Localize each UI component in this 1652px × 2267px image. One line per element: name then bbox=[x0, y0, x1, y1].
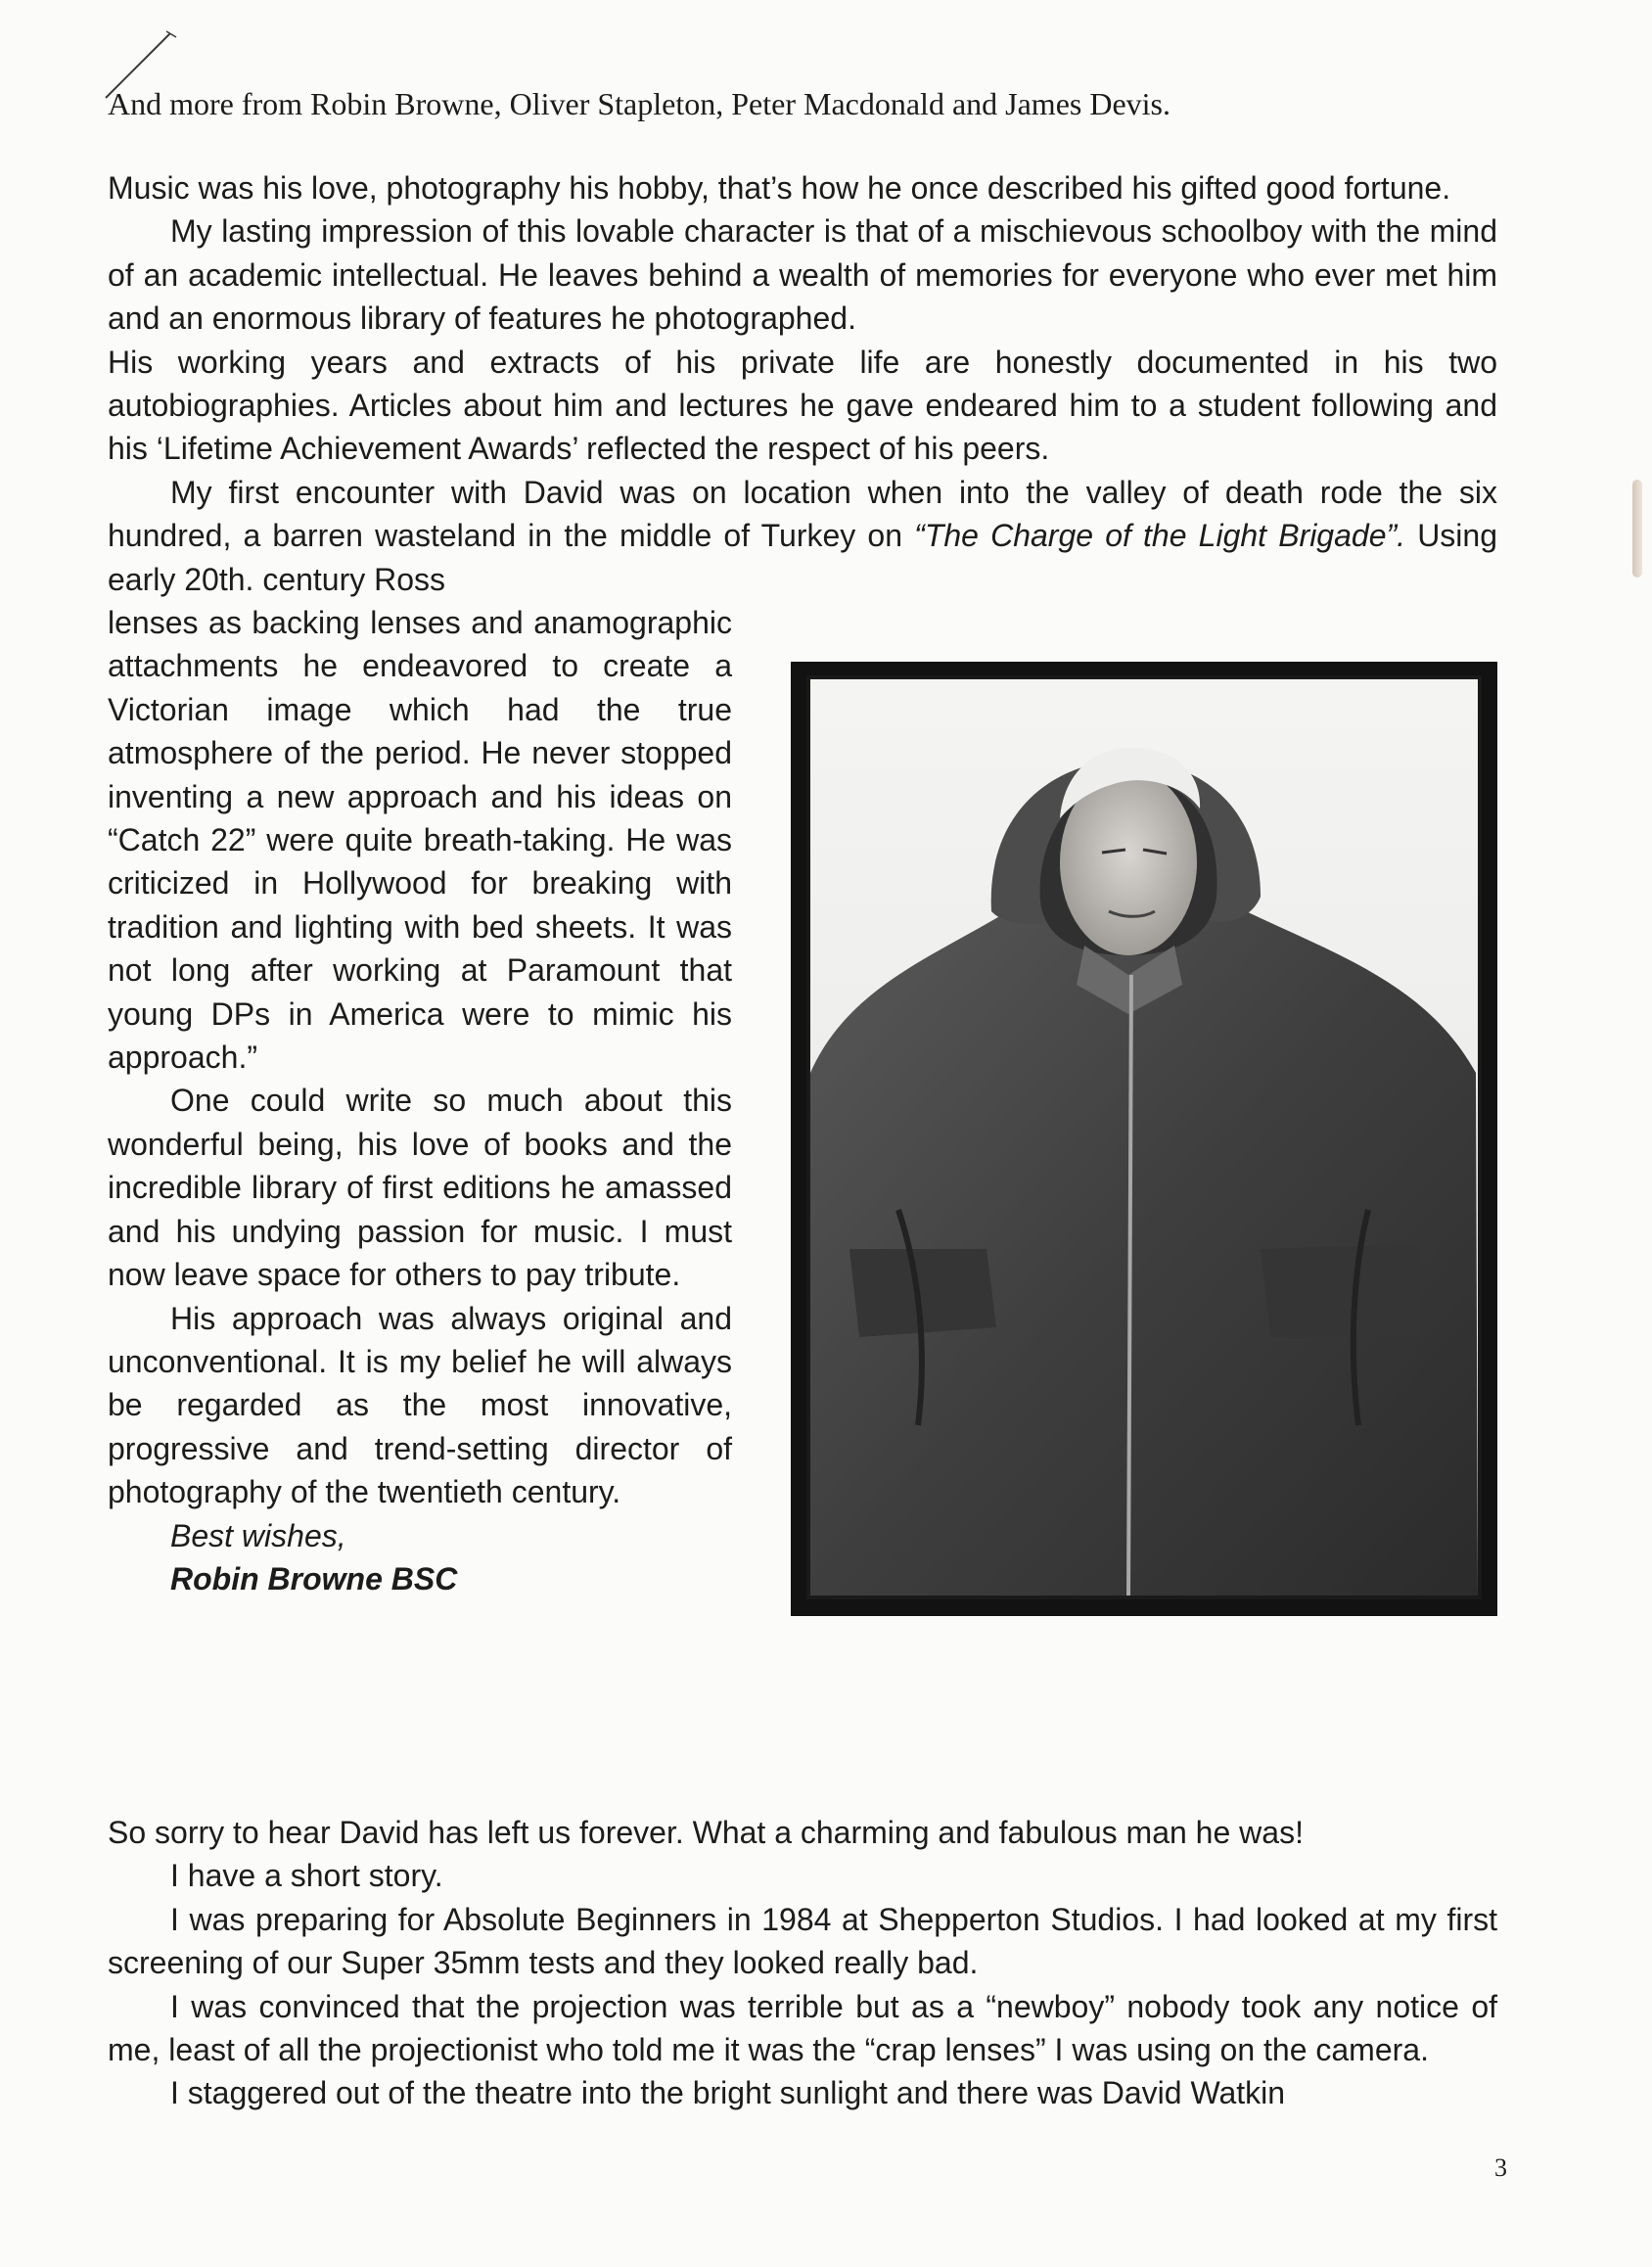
paragraph-approach: His approach was always original and unconventional. It is my belief he will always be regarded as the most innovative, progressive and trend-setting director of photography of the twentieth century. bbox=[108, 1300, 732, 1510]
paragraph-lenses: lenses as backing lenses and anamographic attachments he endeavored to create a Victorian image which had the true atmosphere of the period. He never stopped inventing a new approach and his ideas on “Catch 22” were quite breath-taking. He was criticized in Hollywood for breaking with tradition and lighting with bed sheets. It was not long after working at Paramount that young DPs in America were to mimic his approach.” bbox=[108, 605, 732, 1076]
paragraph-short-story: I have a short story. bbox=[170, 1858, 443, 1894]
closing-greeting: Best wishes, bbox=[170, 1517, 346, 1553]
paragraph-impression: My lasting impression of this lovable character is that of a mischievous schoolboy with the mind of an academic intellectual. He leaves behind a wealth of memories for everyone who ever met him and an enormous library of features he photographed. bbox=[108, 213, 1497, 337]
paragraph-books: One could write so much about this wonderful being, his love of books and the incredible library of first editions he amassed and his undying passion for music. I must now leave space for others to pay tribute. bbox=[108, 1083, 732, 1293]
main-text-block bbox=[108, 166, 1497, 601]
paragraph-absolute-beginners: I was preparing for Absolute Beginners in 1984 at Shepperton Studios. I had looked at my first screening of our Super 35mm tests and they looked really bad. bbox=[108, 1901, 1497, 1981]
paragraph-projection: I was convinced that the projection was terrible but as a “newboy” nobody took any notice of me, least of all the projectionist who told me it was the “crap lenses” I was using on the camera. bbox=[108, 1988, 1497, 2068]
encounter-text-tail: Using early 20th. century Ross bbox=[108, 518, 1498, 597]
paragraph-condolence: So sorry to hear David has left us forever. What a charming and fabulous man he was! bbox=[108, 1815, 1304, 1850]
paragraph-staggered-out: I staggered out of the theatre into the bright sunlight and there was David Watkin bbox=[170, 2075, 1286, 2111]
film-title: “The Charge of the Light Brigade”. bbox=[914, 518, 1406, 554]
signature-name: Robin Browne BSC bbox=[170, 1560, 458, 1596]
portrait-photo-image bbox=[791, 662, 1497, 1616]
column-text-block bbox=[108, 601, 732, 1600]
paragraph-music: Music was his love, photography his hobby, that’s how he once described his gifted good fortune. bbox=[108, 170, 1451, 206]
paper-edge-mark bbox=[1632, 480, 1642, 578]
paragraph-working-years: His working years and extracts of his private life are honestly documented in his two autobiographies. Articles about him and lectures he gave endeared him to a student following and his ‘Lifetime Achievement Awards’ reflected the respect of his peers. bbox=[108, 344, 1497, 467]
page-number: 3 bbox=[1494, 2153, 1507, 2182]
portrait-photo bbox=[791, 662, 1497, 1616]
paragraph-first-encounter bbox=[108, 471, 1497, 601]
bottom-text-block bbox=[108, 1811, 1497, 2115]
header-line: And more from Robin Browne, Oliver Stapleton, Peter Macdonald and James Devis. bbox=[108, 86, 1170, 121]
encounter-text: My first encounter with David was on location when into the valley of death rode the six hundred, a barren wasteland in the middle of Turkey on bbox=[108, 474, 1497, 554]
